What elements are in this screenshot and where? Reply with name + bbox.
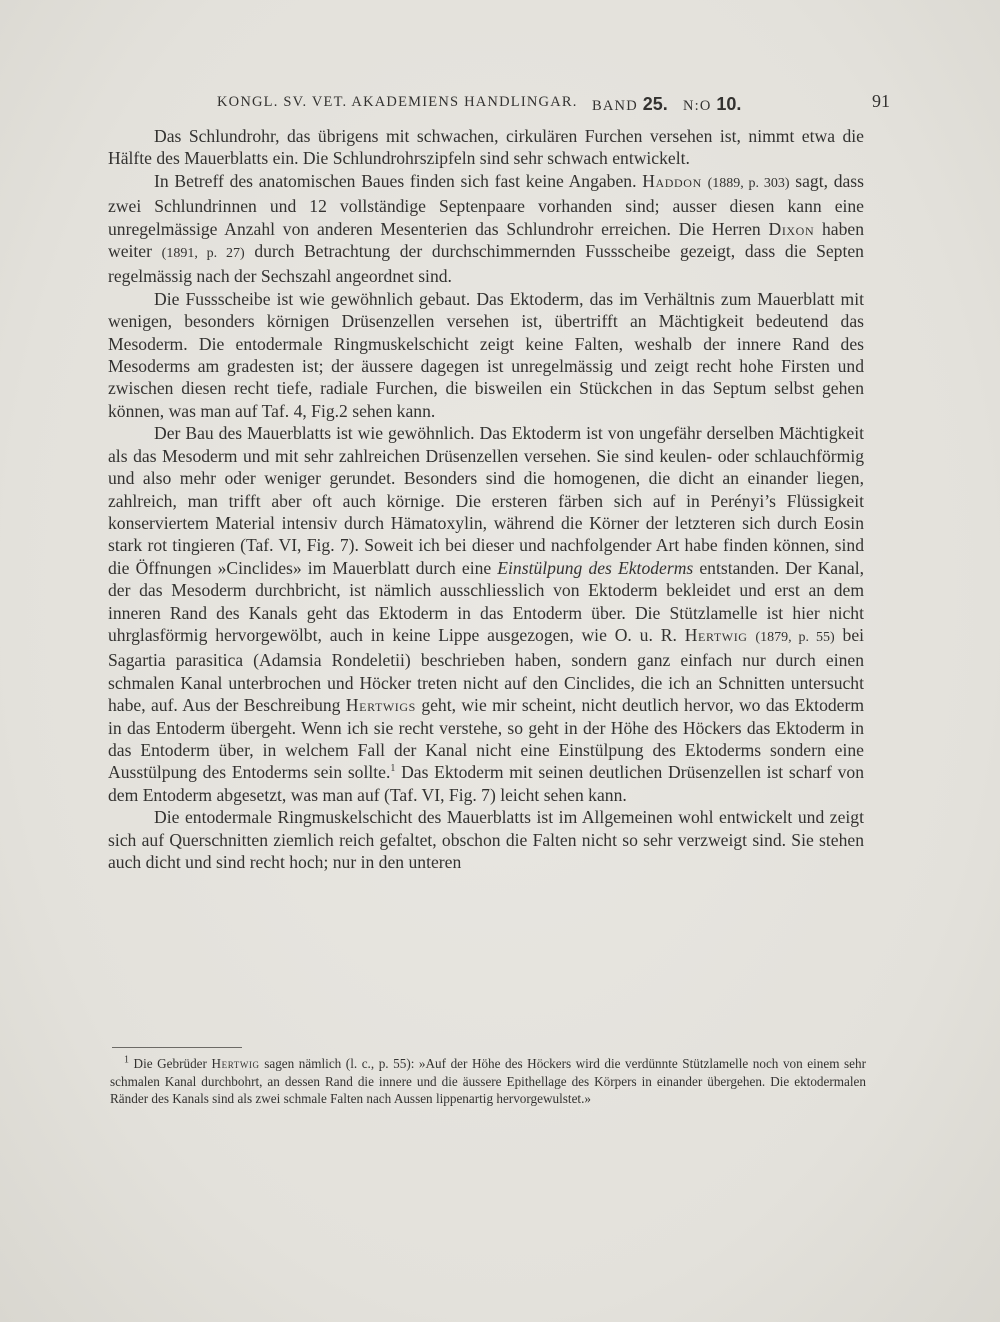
paragraph-anatomy: In Betreff des anatomischen Baues finden sich fast keine Angaben. Haddon (1889, p. 303) sagt, dass zwei Schlundrinnen und 12 vollständige Septenpaare vorhanden sind; ausser diesen kann eine unregelmässige Anzahl von anderen Mesenterien das Schlundrohr erreichen. Die Herren Dixon haben weiter (1891, p. 27) durch Betrachtung der durchschimmernden Fussscheibe gezeigt, dass die Septen regelmässig nach der Sechszahl angeordnet sind. bbox=[108, 170, 865, 287]
footnote-author-hertwig: Hertwig bbox=[211, 1056, 260, 1071]
footnote: $^1$ Die Gebrüder Hertwig sagen nämlich (l. c., p. 55): »Auf der Höhe des Höckers wird die verdünnte Stützlamelle noch von einem sehr schmalen Kanal durchbohrt, an dessen Rand die innere und die äussere Epithellage des Körpers in einander übergehen. Die ektodermalen Ränder des Kanals sind als zwei schmale Falten nach Aussen lippenartig hervorgewulstet.» bbox=[110, 1054, 867, 1107]
citation: (1889, p. 303) bbox=[707, 175, 790, 191]
paragraph-ringmuskel: Die entodermale Ringmuskelschicht des Mauerblatts ist im Allgemeinen wohl entwickelt und zeigt sich auf Querschnitten ziemlich reich gefaltet, obschon die Falten nicht so sehr verzweigt sind. Sie stehen auch dicht und sind recht hoch; nur in den unteren bbox=[108, 807, 864, 872]
author-hertwigs: Hertwigs bbox=[345, 695, 416, 716]
issue-number: 10. bbox=[716, 94, 742, 114]
footnote-number: 1 bbox=[124, 1054, 129, 1066]
running-header bbox=[110, 88, 890, 118]
page-number: 91 bbox=[872, 91, 890, 111]
author-hertwig: Hertwig bbox=[684, 624, 748, 645]
paragraph-mauerblatt: Der Bau des Mauerblatts ist wie gewöhnlich. Das Ektoderm ist von ungefähr derselben Mächtigkeit als das Mesoderm und mit sehr zahlreichen Drüsenzellen versehen. Sie sind keulen- oder schlauchförmig und also mehr oder weniger gerundet. Besonders sind die homogenen, die dicht an einander liegen, zahlreich, man trifft aber oft auch körnige. Die ersteren färben sich auf in Perényi’s Flüssigkeit konserviertem Material intensiv durch Hämatoxylin, während die Körner der letzteren sich durch Eosin stark rot tingieren (Taf. VI, Fig. 7). Soweit ich bei dieser und nachfolgender Art habe finden können, sind die Öffnungen »Cinclides» im Mauerblatt durch eine Einstülpung des Ektoderms entstanden. Der Kanal, der das Mesoderm durchbricht, ist nämlich ausschliesslich von Ektoderm bekleidet und erst an dem inneren Rand des Kanals geht das Ektoderm in das Entoderm über. Die Stützlamelle ist hier nicht uhrglasförmig hervorgewölbt, auch in keine Lippe ausgezogen, wie O. u. R. Hertwig (1879, p. 55) bei Sagartia parasitica (Adamsia Rondeletii) beschrieben haben, sondern ganz einfach nur durch einen schmalen Kanal unterbrochen und Höcker treten nicht auf den Cinclides, die ich an Schnitten untersucht habe, auf. Aus der Beschreibung Hertwigs geht, wie mir scheint, nicht deutlich hervor, wo das Ektoderm in das Entoderm übergeht. Wenn ich sie recht verstehe, so geht in der Höhe des Höckers das Ektoderm in das Entoderm über, in welchem Fall der Kanal nicht eine Einstülpung des Ektoderms sondern eine Ausstülpung des Entoderms sein sollte.$^1$ Das Ektoderm mit seinen deutlichen Drüsenzellen ist scharf von dem Entoderm abgesetzt, was man auf (Taf. VI, Fig. 7) leicht sehen kann. bbox=[108, 423, 865, 805]
journal-title: KONGL. SV. VET. AKADEMIENS HANDLINGAR. bbox=[217, 94, 578, 110]
volume-number: 25. bbox=[642, 94, 668, 114]
citation: (1891, p. 27) bbox=[161, 246, 245, 262]
paragraph-schlundrohr: Das Schlundrohr, das übrigens mit schwachen, cirkulären Furchen versehen ist, nimmt etwa die Hälfte des Mauerblatts ein. Die Schlundrohrszipfeln sind sehr schwach entwickelt. bbox=[108, 126, 864, 169]
paragraph-fussscheibe: Die Fussscheibe ist wie gewöhnlich gebaut. Das Ektoderm, das im Verhältnis zum Mauerblatt mit wenigen, besonders körnigen Drüsenzellen versehen ist, übertrifft an Mächtigkeit bedeutend das Mesoderm. Die entodermale Ringmuskelschicht zeigt keine Falten, weshalb der innere Rand des Mesoderms am gradesten ist; der äussere dagegen ist unregelmässig und zeigt recht hohe Firsten und zwischen diesen recht tiefe, radiale Furchen, die bisweilen ein Stückchen in das Septum selbst gehen können, was man auf Taf. 4, Fig.2 sehen kann. bbox=[108, 288, 864, 421]
author-dixon: Dixon bbox=[768, 218, 815, 239]
emphasis-einstuelpung: Einstülpung des Ektoderms bbox=[497, 557, 694, 578]
footnote-divider bbox=[112, 1047, 242, 1048]
citation: (1879, p. 55) bbox=[755, 629, 835, 645]
author-haddon: Haddon bbox=[642, 170, 702, 191]
body-text bbox=[108, 125, 864, 873]
volume-label: BAND 25. bbox=[592, 94, 668, 114]
footnote-marker: 1 bbox=[390, 763, 396, 775]
issue-label: N:O 10. bbox=[683, 94, 742, 114]
